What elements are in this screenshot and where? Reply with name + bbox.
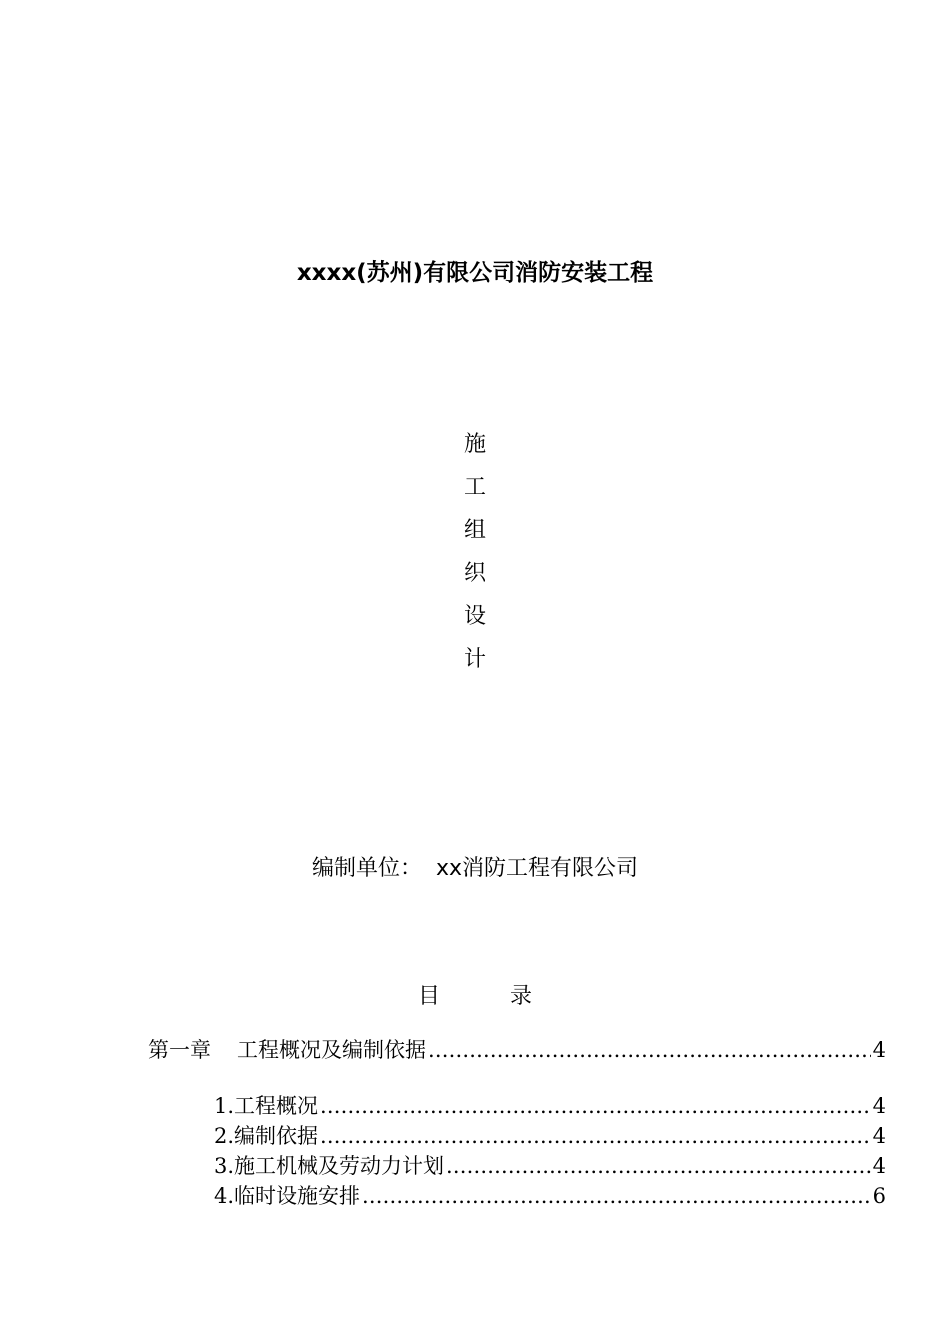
toc-entry-title: 临时设施安排 — [234, 1184, 361, 1208]
document-type-title — [0, 423, 950, 681]
toc-page-number: 6 — [872, 1184, 886, 1208]
dot-leader — [320, 1091, 871, 1121]
dot-leader — [446, 1151, 871, 1181]
toc-page-number: 4 — [872, 1154, 886, 1178]
toc-entry-title: 施工机械及劳动力计划 — [234, 1154, 445, 1178]
title-char: 计 — [463, 647, 486, 672]
title-char: 工 — [463, 475, 486, 500]
toc-heading — [0, 980, 950, 1014]
toc-chapter-title: 工程概况及编制依据 — [237, 1038, 426, 1062]
toc-chapter-entry[interactable] — [148, 1035, 886, 1065]
toc-entry-number: 1. — [214, 1094, 235, 1118]
org-name: xx消防工程有限公司 — [435, 856, 639, 881]
toc-entry[interactable] — [214, 1121, 886, 1151]
dot-leader — [320, 1121, 871, 1151]
toc-entry-number: 3. — [214, 1154, 235, 1178]
toc-entry-title: 编制依据 — [234, 1124, 319, 1148]
toc-page-number: 4 — [872, 1094, 886, 1118]
org-label: 编制单位： — [311, 856, 422, 881]
title-char: 设 — [463, 604, 486, 629]
compiling-organization — [0, 852, 950, 886]
toc-entry-number: 4. — [214, 1184, 235, 1208]
toc-page-number: 4 — [872, 1038, 886, 1062]
toc-page-number: 4 — [872, 1124, 886, 1148]
title-char: 组 — [463, 518, 486, 543]
toc-entry-number: 2. — [214, 1124, 235, 1148]
toc-heading-right: 录 — [510, 984, 533, 1009]
project-title: xxxx(苏州)有限公司消防安装工程 — [296, 260, 654, 286]
toc-entry[interactable] — [214, 1091, 886, 1121]
dot-leader — [362, 1181, 871, 1211]
toc-entry[interactable] — [214, 1181, 886, 1211]
toc-heading-left: 目 — [417, 984, 440, 1009]
toc-entry-title: 工程概况 — [234, 1094, 319, 1118]
toc-entry[interactable] — [214, 1151, 886, 1181]
title-char: 施 — [463, 432, 486, 457]
dot-leader — [428, 1035, 871, 1065]
toc-chapter-number: 第一章 — [148, 1038, 211, 1062]
title-char: 织 — [463, 561, 486, 586]
